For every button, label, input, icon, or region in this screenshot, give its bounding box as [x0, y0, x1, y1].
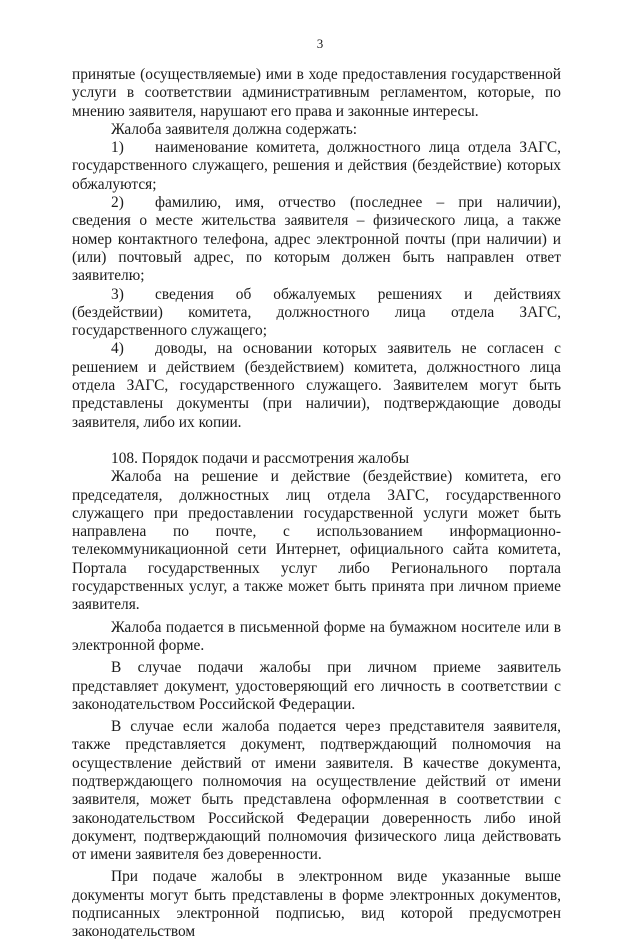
- section-heading-108: 108. Порядок подачи и рассмотрения жалобы: [111, 449, 410, 467]
- list-item-1: [72, 139, 561, 194]
- paragraph-representative: В случае если жалоба подается через представителя заявителя, также представляется документ, подтверждающий полномочия на осуществление действий от имени заявителя. В качестве документа, подтверждающего полномочия на осуществление действий от имени заявителя, может быть представлена оформленная в соответствии с законодательством Российской Федерации доверенность либо иной документ, подтверждающий полномочия физического лица действовать от имени заявителя без доверенности.: [72, 718, 561, 864]
- list-item-4: [72, 340, 561, 431]
- list-item-text: наименование комитета, должностного лица отдела ЗАГС, государственного служащего, решения и действия (бездействие) которых обжалуются;: [72, 139, 561, 193]
- list-item-2: [72, 194, 561, 285]
- paragraph-electronic-submission: При подаче жалобы в электронном виде указанные выше документы могут быть представлены в форме электронных документов, подписанных электронной подписью, вид которой предусмотрен законодательством: [72, 868, 561, 941]
- list-item-text: сведения об обжалуемых решениях и действиях (бездействии) комитета, должностного лица отдела ЗАГС, государственного служащего;: [72, 285, 561, 340]
- page-number: 3: [316, 36, 324, 51]
- paragraph-continuation: принятые (осуществляемые) ими в ходе предоставления государственной услуги в соответствии административным регламентом, которые, по мнению заявителя, нарушают его права и законные интересы.: [72, 66, 561, 120]
- paragraph-complaint-contents: Жалоба заявителя должна содержать:: [111, 120, 357, 138]
- paragraph-personal-reception: В случае подачи жалобы при личном приеме заявитель представляет документ, удостоверяющий его личность в соответствии с законодательством Российской Федерации.: [72, 659, 561, 713]
- list-item-text: фамилию, имя, отчество (последнее – при наличии), сведения о месте жительства заявителя – физического лица, а также номер контактного телефона, адрес электронной почты (при наличии) и (или) почтовый адрес, по которым должен быть направлен ответ заявителю;: [72, 194, 561, 285]
- list-item-number: 2): [111, 194, 124, 212]
- list-item-number: 3): [111, 285, 124, 303]
- document-body: [72, 66, 561, 942]
- list-item-text: доводы, на основании которых заявитель не согласен с решением и действием (бездействием) комитета, должностного лица отдела ЗАГС, государственного служащего. Заявителем могут быть представлены документы (при наличии), подтверждающие доводы заявителя, либо их копии.: [72, 340, 561, 431]
- paragraph-written-form: Жалоба подается в письменной форме на бумажном носителе или в электронной форме.: [72, 618, 561, 654]
- list-item-number: 4): [111, 340, 124, 358]
- list-item-3: [72, 286, 561, 341]
- paragraph-submission-channels: Жалоба на решение и действие (бездействие) комитета, его председателя, должностных лиц отдела ЗАГС, государственного служащего при предоставлении государственной услуги может быть направлена по почте, с использованием информационно-телекоммуникационной сети Интернет, официального сайта комитета, Портала государственных услуг либо Регионального портала государственных услуг, а также может быть принята при личном приеме заявителя.: [72, 468, 561, 614]
- list-item-number: 1): [111, 139, 124, 157]
